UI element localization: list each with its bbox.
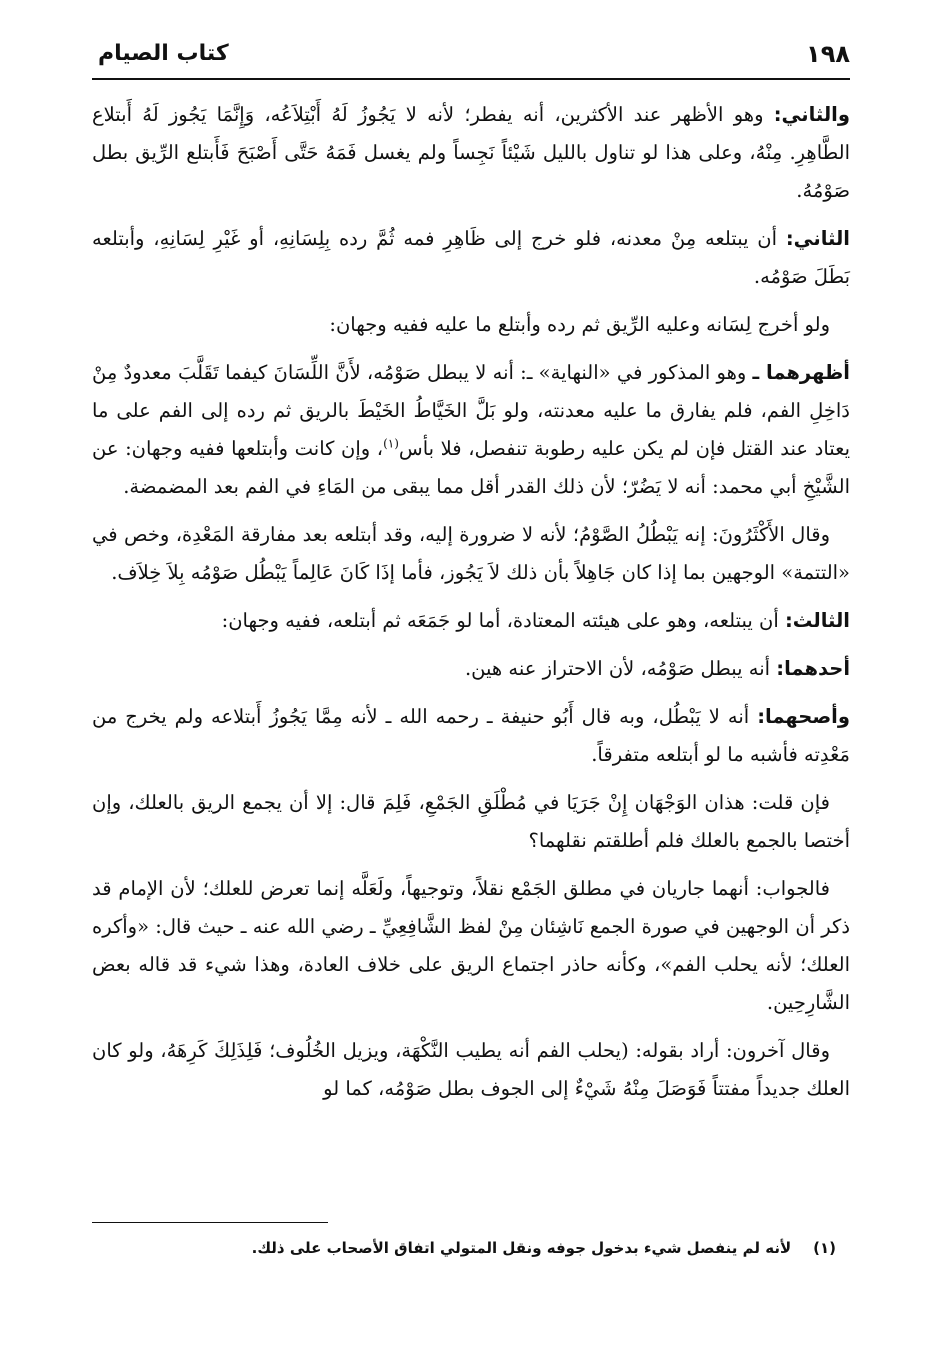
paragraph-text: وهو المذكور في «النهاية» ـ: أنه لا يبطل صَوْمُه، لأَنَّ اللِّسَانَ كيفما تَقَلَّبَ معدودٌ مِنْ دَاخِلِ الفم، فلم يفارق ما عليه معدنته، ولو بَلَّ الخَيَّاطُ الخَيْطَ بالريق ثم رده إلى الفم على ما يعتاد عند القتل فإن لم يكن عليه رطوبة تنفصل، فلا بأس xyxy=(92,361,850,460)
footnote-text: لأنه لم ينفصل شيء بدخول جوفه ونقل المتولي اتفاق الأصحاب على ذلك. xyxy=(251,1239,792,1257)
main-text xyxy=(92,96,850,1118)
page-header xyxy=(92,36,850,76)
paragraph xyxy=(92,650,850,688)
page-number: ١٩٨ xyxy=(806,40,850,68)
paragraph-lead: وأصحهما: xyxy=(757,705,850,728)
paragraph-text: ولو أخرج لِسَانه وعليه الرِّيق ثم رده وأبتلع ما عليه ففيه وجهان: xyxy=(329,313,830,336)
paragraph-text: أن يبتلعه، وهو على هيئته المعتادة، أما لو جَمَعَه ثم أبتلعه، ففيه وجهان: xyxy=(221,609,785,632)
paragraph-text: وهو الأظهر عند الأكثرين، أنه يفطر؛ لأنه لا يَجُوزُ لَهُ أَبْتِلاَعُه، وَإِنَّمَا يَجُوز لَهُ أَبتلاع الطَّاهِرِ. مِنْهُ، وعلى هذا لو تناول بالليل شَيْئاً نَجِساً ولم يغسل فَمَهُ حَتَّى أَصْبَحَ فَأَبتلع الرِّيق بطل صَوْمُهُ. xyxy=(92,103,850,202)
paragraph xyxy=(92,516,850,592)
paragraph-text-continued: ، وإن كانت وأبتلعها ففيه وجهان: عن الشَّيْخِ أبي محمد: أنه لا يَضُرّ؛ لأن ذلك القدر أقل مما يبقى من المَاءِ في الفم بعد المضمضة. xyxy=(92,437,850,498)
footnote-reference: (١) xyxy=(383,436,399,451)
paragraph-lead: الثالث: xyxy=(784,609,850,632)
paragraph xyxy=(92,602,850,640)
paragraph xyxy=(92,1032,850,1108)
paragraph xyxy=(92,96,850,210)
paragraph xyxy=(92,784,850,860)
paragraph-text: أنه لا يَبْطُل، وبه قال أَبُو حنيفة ـ رحمه الله ـ لأنه مِمَّا يَجُوزُ أَبتلاعه ولم يخرج من مَعْدِته فأشبه ما لو أبتلعه متفرقاً. xyxy=(92,705,850,766)
footnote-separator xyxy=(92,1222,328,1223)
paragraph-lead: والثاني: xyxy=(773,103,850,126)
paragraph-text: فالجواب: أنهما جاريان في مطلق الجَمْع نقلاً، وتوجيهاً، ولَعَلَّه إنما تعرض للعلك؛ لأن الإمام قد ذكر أن الوجهين في صورة الجمع نَاشِئان مِنْ لفظ الشَّافِعِيِّ ـ رضي الله عنه ـ حيث قال: «وأكره العلك؛ لأنه يحلب الفم»، وكأنه حاذر اجتماع الريق على خلاف العادة، وهذا شيء قد قاله بعض الشَّارِحِين. xyxy=(92,877,850,1014)
paragraph-text: أن يبتلعه مِنْ معدنه، فلو خرج إلى ظَاهِرِ فمه ثُمَّ رده بِلِسَانِهِ، أو غَيْرِ لِسَانِهِ، وأبتلعه بَطَلَ صَوْمُه. xyxy=(92,227,850,288)
paragraph-text: وقال الأَكْثَرُونَ: إنه يَبْطُلُ الصَّوْمُ؛ لأنه لا ضرورة إليه، وقد أبتلعه بعد مفارقة المَعْدِة، وخص في «التتمة» الوجهين بما إذا كان جَاهِلاً بأن ذلك لاَ يَجُوز، فأما إذَا كَانَ عَالِماً يَبْطُل صَوْمُه بِلاَ خِلاَف. xyxy=(92,523,850,584)
footnote xyxy=(92,1234,836,1262)
paragraph-lead: الثاني: xyxy=(785,227,850,250)
book-page xyxy=(92,0,850,1360)
paragraph xyxy=(92,698,850,774)
paragraph xyxy=(92,220,850,296)
paragraph-text: أنه يبطل صَوْمُه، لأن الاحتراز عنه هين. xyxy=(464,657,777,680)
paragraph-lead: أحدهما: xyxy=(776,657,850,680)
header-rule xyxy=(92,78,850,80)
paragraph-text: وقال آخرون: أراد بقوله: (يحلب الفم أنه يطيب النَّكْهَة، ويزيل الخُلُوف؛ فَلِذَلِكَ كَرِهَهُ، ولو كان العلك جديداً مفتتاً فَوَصَلَ مِنْهُ شَيْءٌ إلى الجوف بطل صَوْمُه، كما لو xyxy=(92,1039,850,1100)
paragraph xyxy=(92,870,850,1022)
paragraph xyxy=(92,306,850,344)
paragraph xyxy=(92,354,850,506)
paragraph-lead: أظهرهما ـ xyxy=(752,361,850,384)
running-title: كتاب الصيام xyxy=(98,41,229,66)
paragraph-text: فإن قلت: هذان الوَجْهَان إِنْ جَرَيَا في مُطْلَقِ الجَمْعِ، فَلِمَ قال: إلا أن يجمع الريق بالعلك، وإن أختصا بالجمع بالعلك فلم أطلقتم نقلهما؟ xyxy=(92,791,850,852)
footnote-number: (١) xyxy=(813,1239,836,1257)
